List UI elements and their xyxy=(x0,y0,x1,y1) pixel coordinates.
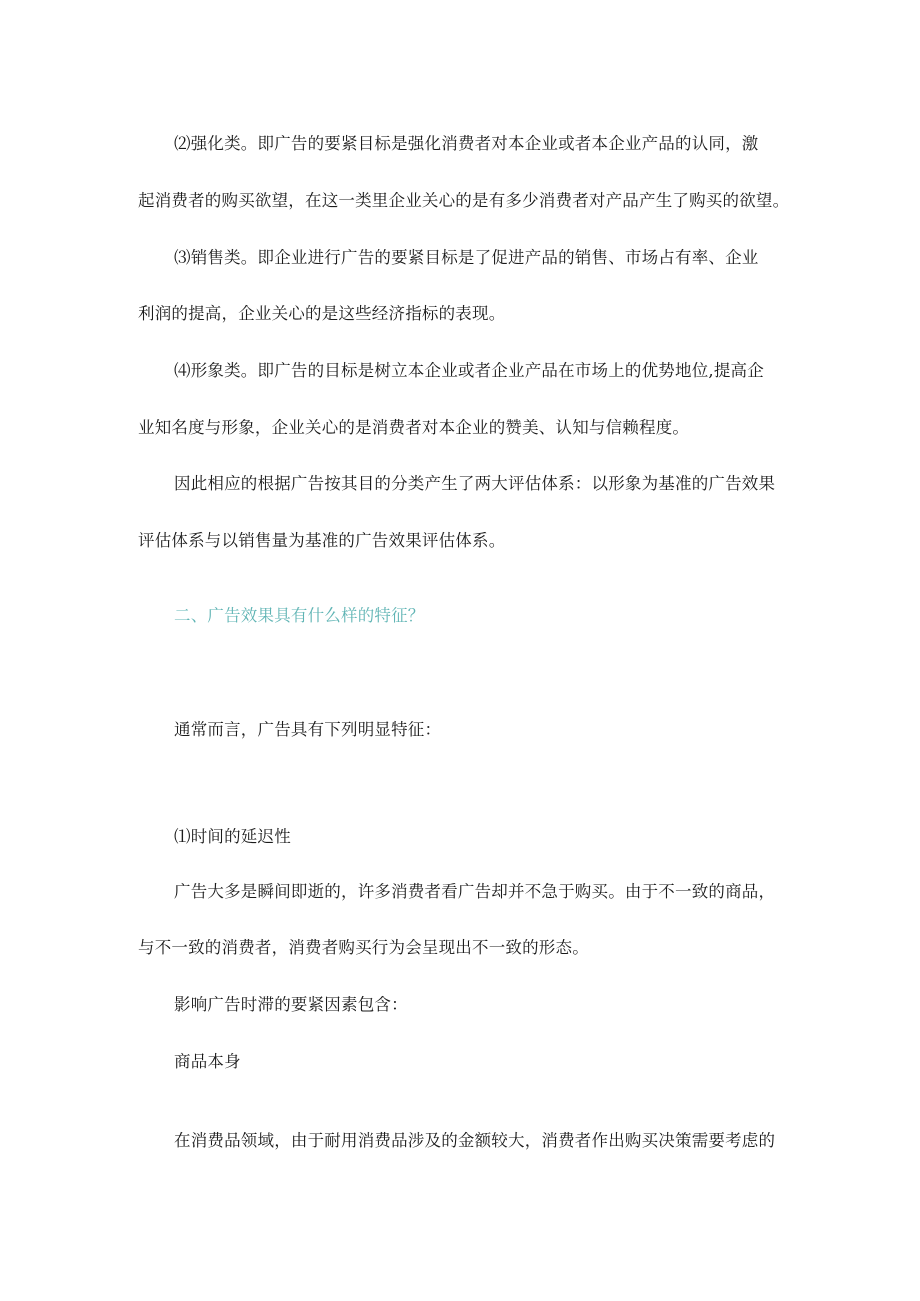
paragraph-strengthen-line-1: ⑵强化类。即广告的要紧目标是强化消费者对本企业或者本企业产品的认同，激 xyxy=(174,134,759,153)
paragraph-delay-line-1: 广告大多是瞬间即逝的，许多消费者看广告却并不急于购买。由于不一致的商品， xyxy=(174,882,776,901)
subheading-time-delay: ⑴时间的延迟性 xyxy=(174,827,291,846)
factor-title: 商品本身 xyxy=(174,1052,241,1071)
paragraph-strengthen-line-2: 起消费者的购买欲望，在这一类里企业关心的是有多少消费者对产品产生了购买的欲望。 xyxy=(138,191,790,210)
paragraph-evaluation-line-2: 评估体系与以销售量为基准的广告效果评估体系。 xyxy=(138,531,506,550)
intro-line: 通常而言，广告具有下列明显特征： xyxy=(174,720,442,739)
paragraph-image-line-2: 业知名度与形象，企业关心的是消费者对本企业的赞美、认知与信赖程度。 xyxy=(138,418,690,437)
section-heading: 二、广告效果具有什么样的特征？ xyxy=(174,606,425,625)
paragraph-delay-line-2: 与不一致的消费者，消费者购买行为会呈现出不一致的形态。 xyxy=(138,938,589,957)
paragraph-sales-line-2: 利润的提高，企业关心的是这些经济指标的表现。 xyxy=(138,304,506,323)
paragraph-image-line-1: ⑷形象类。即广告的目标是树立本企业或者企业产品在市场上的优势地位,提高企 xyxy=(174,361,764,380)
factors-intro: 影响广告时滞的要紧因素包含： xyxy=(174,995,408,1014)
paragraph-sales-line-1: ⑶销售类。即企业进行广告的要紧目标是了促进产品的销售、市场占有率、企业 xyxy=(174,248,759,267)
paragraph-consumer-goods-line-1: 在消费品领域，由于耐用消费品涉及的金额较大，消费者作出购买决策需要考虑的 xyxy=(174,1131,776,1150)
paragraph-evaluation-line-1: 因此相应的根据广告按其目的分类产生了两大评估体系：以形象为基准的广告效果 xyxy=(174,474,776,493)
